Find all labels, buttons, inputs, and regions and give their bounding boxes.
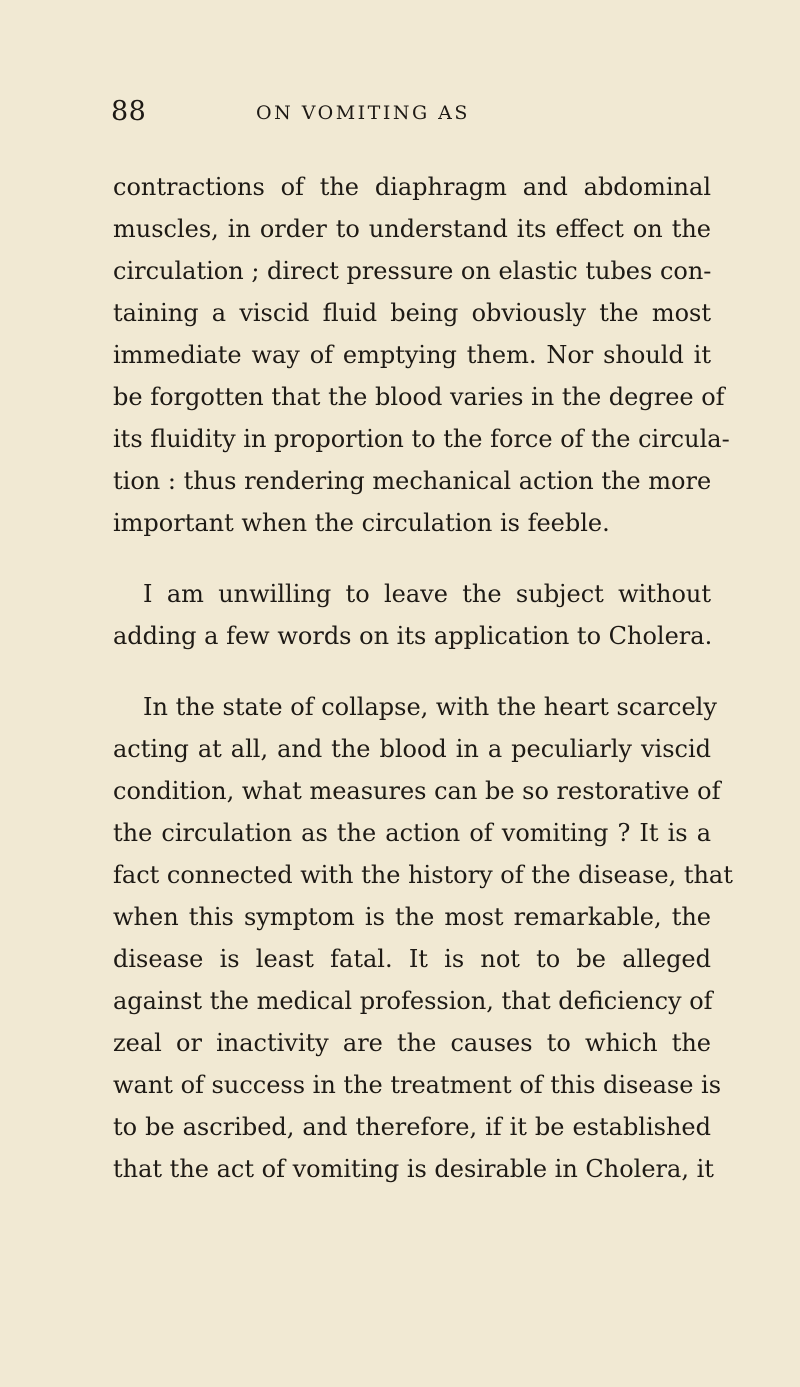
text-line: I am unwilling to leave the subject without <box>143 580 711 608</box>
text-line: circulation ; direct pressure on elastic tubes con- <box>113 257 712 285</box>
text-line: want of success in the treatment of this disease is <box>113 1071 722 1099</box>
page-header <box>0 96 800 136</box>
text-line: against the medical profession, that deficiency of <box>113 987 713 1015</box>
text-line: acting at all, and the blood in a peculiarly viscid <box>113 735 711 763</box>
paragraph-1 <box>113 166 730 544</box>
text-line: muscles, in order to understand its effect on the <box>113 215 711 243</box>
text-line: that the act of vomiting is desirable in Cholera, it <box>113 1155 714 1183</box>
page-number: 88 <box>111 96 147 127</box>
text-line: important when the circulation is feeble. <box>113 509 610 537</box>
text-line: adding a few words on its application to Cholera. <box>113 622 713 650</box>
text-line: fact connected with the history of the disease, that <box>113 861 733 889</box>
text-line: In the state of collapse, with the heart scarcely <box>143 693 717 721</box>
text-line: zeal or inactivity are the causes to which the <box>113 1029 711 1057</box>
text-line: condition, what measures can be so restorative of <box>113 777 721 805</box>
paragraph-gap <box>113 657 711 686</box>
text-line: disease is least fatal. It is not to be alleged <box>113 945 711 973</box>
text-line: contractions of the diaphragm and abdominal <box>113 173 711 201</box>
page-body <box>113 166 733 1190</box>
paragraph-3 <box>113 686 733 1190</box>
paragraph-2 <box>113 573 711 657</box>
text-line: immediate way of emptying them. Nor should it <box>113 341 711 369</box>
text-line: the circulation as the action of vomiting ? It is a <box>113 819 711 847</box>
running-title: ON VOMITING AS <box>256 102 470 124</box>
text-line: its fluidity in proportion to the force of the circula- <box>113 425 730 453</box>
text-line: tion : thus rendering mechanical action the more <box>113 467 712 495</box>
text-line: when this symptom is the most remarkable, the <box>113 903 711 931</box>
text-line: taining a viscid fluid being obviously the most <box>113 299 711 327</box>
text-line: to be ascribed, and therefore, if it be established <box>113 1113 711 1141</box>
paragraph-gap <box>113 544 711 573</box>
text-line: be forgotten that the blood varies in the degree of <box>113 383 725 411</box>
